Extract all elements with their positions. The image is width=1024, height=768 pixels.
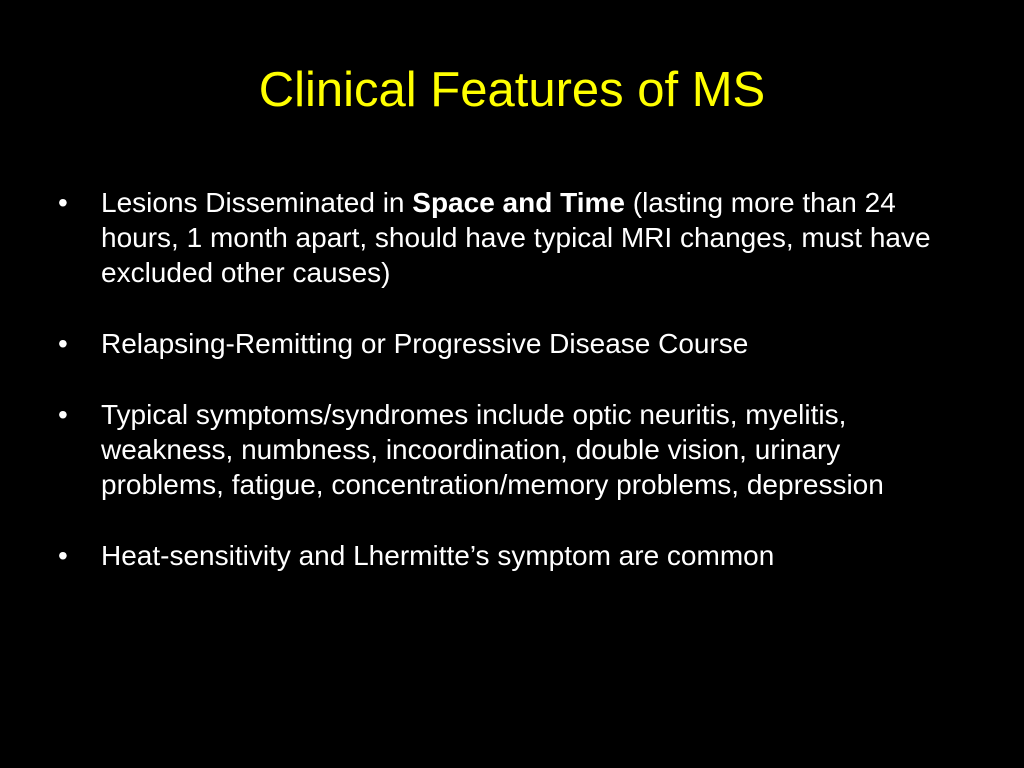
- bullet-text: Relapsing-Remitting or Progressive Disease Course: [101, 328, 749, 359]
- bullet-item-heat-sensitivity: [58, 538, 958, 573]
- bullet-icon: •: [58, 187, 68, 218]
- slide-title: Clinical Features of MS: [258, 63, 766, 117]
- bullet-icon: •: [58, 328, 68, 359]
- bullet-text-prefix: Lesions Disseminated in: [101, 187, 413, 218]
- bullet-item-lesions: [58, 185, 958, 290]
- bullet-item-disease-course: [58, 326, 958, 361]
- bullet-icon: •: [58, 399, 68, 430]
- bullet-text-suffix: (lasting more than 24 hours, 1 month apart, should have typical MRI changes, must have excluded other causes): [101, 187, 931, 288]
- bullet-item-symptoms: [58, 397, 958, 502]
- bullet-text-emphasis: Space and Time: [412, 187, 625, 218]
- bullet-text: Heat-sensitivity and Lhermitte’s symptom are common: [101, 540, 775, 571]
- bullet-list: [58, 185, 958, 609]
- bullet-text: Typical symptoms/syndromes include optic neuritis, myelitis, weakness, numbness, incoordination, double vision, urinary problems, fatigue, concentration/memory problems, depression: [101, 399, 884, 500]
- bullet-icon: •: [58, 540, 68, 571]
